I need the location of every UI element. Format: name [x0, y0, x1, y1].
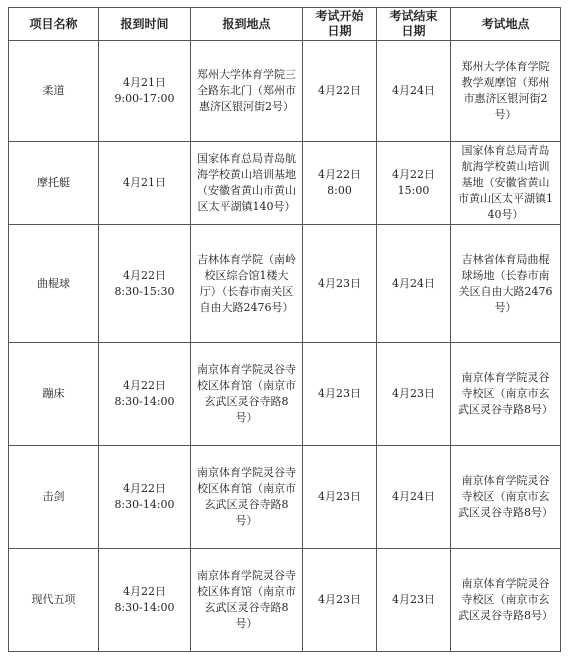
cell-checkin-time: 4月22日 8:30-14:00 [99, 343, 191, 446]
cell-exam-end-date: 4月23日 [377, 343, 451, 446]
cell-exam-place: 南京体育学院灵谷寺校区（南京市玄武区灵谷寺路8号） [451, 446, 561, 549]
cell-checkin-time: 4月22日 8:30-14:00 [99, 446, 191, 549]
cell-checkin-time: 4月21日 [99, 142, 191, 225]
table-row [9, 343, 561, 446]
cell-project-name: 柔道 [9, 41, 99, 142]
table-row [9, 41, 561, 142]
table-row [9, 142, 561, 225]
cell-project-name: 曲棍球 [9, 225, 99, 343]
exam-schedule-table [8, 7, 561, 652]
cell-exam-start-date: 4月22日 [303, 41, 377, 142]
cell-checkin-place: 南京体育学院灵谷寺校区体育馆（南京市玄武区灵谷寺路8号） [191, 549, 303, 652]
table-row [9, 446, 561, 549]
table-row [9, 549, 561, 652]
cell-project-name: 蹦床 [9, 343, 99, 446]
cell-project-name: 摩托艇 [9, 142, 99, 225]
cell-exam-place: 南京体育学院灵谷寺校区（南京市玄武区灵谷寺路8号） [451, 343, 561, 446]
header-exam-end-date: 考试结束 日期 [377, 8, 451, 41]
header-checkin-time: 报到时间 [99, 8, 191, 41]
header-exam-place: 考试地点 [451, 8, 561, 41]
cell-exam-end-date: 4月23日 [377, 549, 451, 652]
cell-exam-start-date: 4月23日 [303, 343, 377, 446]
header-exam-start-date: 考试开始 日期 [303, 8, 377, 41]
cell-checkin-time: 4月21日 9:00-17:00 [99, 41, 191, 142]
table-row [9, 225, 561, 343]
cell-exam-place: 郑州大学体育学院教学观摩馆（郑州市惠济区银河街2号） [451, 41, 561, 142]
cell-exam-end-date: 4月24日 [377, 225, 451, 343]
cell-exam-start-date: 4月23日 [303, 225, 377, 343]
cell-checkin-place: 郑州大学体育学院三全路东北门（郑州市惠济区银河街2号） [191, 41, 303, 142]
cell-checkin-place: 国家体育总局青岛航海学校黄山培训基地（安徽省黄山市黄山区太平湖镇140号） [191, 142, 303, 225]
cell-project-name: 现代五项 [9, 549, 99, 652]
cell-checkin-place: 南京体育学院灵谷寺校区体育馆（南京市玄武区灵谷寺路8号） [191, 446, 303, 549]
cell-project-name: 击剑 [9, 446, 99, 549]
cell-exam-end-date: 4月24日 [377, 446, 451, 549]
cell-exam-start-date: 4月22日 8:00 [303, 142, 377, 225]
header-checkin-place: 报到地点 [191, 8, 303, 41]
cell-exam-place: 吉林省体育局曲棍球场地（长春市南关区自由大路2476号） [451, 225, 561, 343]
cell-checkin-time: 4月22日 8:30-14:00 [99, 549, 191, 652]
cell-checkin-time: 4月22日 8:30-15:30 [99, 225, 191, 343]
cell-exam-place: 南京体育学院灵谷寺校区（南京市玄武区灵谷寺路8号） [451, 549, 561, 652]
header-row [9, 8, 561, 41]
header-project-name: 项目名称 [9, 8, 99, 41]
cell-exam-start-date: 4月23日 [303, 549, 377, 652]
cell-checkin-place: 吉林体育学院（南岭校区综合馆1楼大厅）（长春市南关区自由大路2476号） [191, 225, 303, 343]
cell-checkin-place: 南京体育学院灵谷寺校区体育馆（南京市玄武区灵谷寺路8号） [191, 343, 303, 446]
cell-exam-start-date: 4月23日 [303, 446, 377, 549]
cell-exam-end-date: 4月24日 [377, 41, 451, 142]
cell-exam-place: 国家体育总局青岛航海学校黄山培训基地（安徽省黄山市黄山区太平湖镇140号） [451, 142, 561, 225]
cell-exam-end-date: 4月22日 15:00 [377, 142, 451, 225]
